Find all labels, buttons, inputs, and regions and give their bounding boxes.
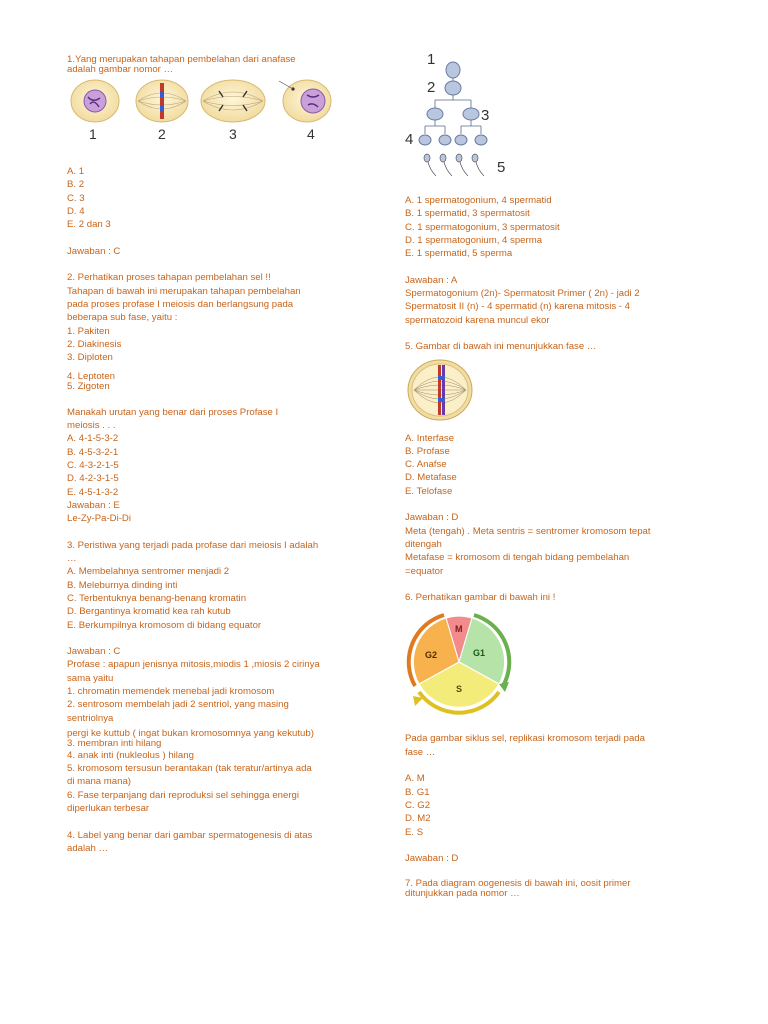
q6-option-a: A. M — [405, 773, 425, 785]
q1-question-line-1: 1.Yang merupakan tahapan pembelahan dari anafase — [67, 54, 296, 65]
q3-explanation-6: pergi ke kuttub ( ingat bukan kromosomnya yang kekutub) — [67, 727, 314, 739]
q6-option-b: B. G1 — [405, 786, 430, 798]
q2-phase-3: 3. Diploten — [67, 352, 113, 364]
spermatid-cells — [419, 135, 487, 145]
q5-explanation-2: ditengah — [405, 538, 442, 550]
q5-explanation-1: Meta (tengah) . Meta sentris = sentromer kromosom tepat — [405, 525, 651, 537]
q2-question-line-4: beberapa sub fase, yaitu : — [67, 312, 178, 324]
q3-option-c: C. Terbentuknya benang-benang kromatin — [67, 592, 247, 604]
cycle-label-g2: G2 — [425, 650, 438, 661]
q5-option-a: A. Interfase — [405, 432, 455, 444]
q2-phase-1: 1. Pakiten — [67, 325, 110, 337]
stage-3-cell — [201, 80, 265, 122]
stage-label-3: 3 — [229, 126, 237, 142]
q1-option-e: E. 2 dan 3 — [67, 219, 111, 231]
q3-option-a: A. Membelahnya sentromer menjadi 2 — [67, 566, 230, 578]
q3-option-e: E. Berkumpilnya kromosom di bidang equator — [67, 619, 262, 631]
q2-option-e: E. 4-5-1-3-2 — [67, 486, 119, 498]
q4-option-b: B. 1 spermatid, 3 spermatosit — [405, 208, 530, 220]
q5-option-b: B. Profase — [405, 445, 450, 457]
q3-question-line-1: 3. Peristiwa yang terjadi pada profase dari meiosis I adalah — [67, 539, 319, 551]
mitosis-stages-figure — [67, 77, 347, 143]
q6-question2-line-2: fase … — [405, 746, 436, 758]
q3-explanation-7: 3. membran inti hilang — [67, 737, 162, 749]
q4-option-c: C. 1 spermatogonium, 3 spermatosit — [405, 221, 560, 233]
q6-question2-line-1: Pada gambar siklus sel, replikasi kromosom terjadi pada — [405, 733, 645, 745]
q3-explanation-2: sama yaitu — [67, 672, 114, 684]
q3-explanation-12: diperlukan terbesar — [67, 803, 150, 815]
q6-option-c: C. G2 — [405, 799, 431, 811]
q6-question: 6. Perhatikan gambar di bawah ini ! — [405, 592, 556, 604]
q2-mnemonic: Le-Zy-Pa-Di-Di — [67, 513, 131, 525]
q2-phase-5: 5. Zigoten — [67, 381, 110, 393]
q2-phase-2: 2. Diakinesis — [67, 338, 122, 350]
right-column — [405, 48, 705, 899]
q5-answer: Jawaban : D — [405, 512, 459, 524]
q6-option-d: D. M2 — [405, 813, 431, 825]
q5-explanation-4: =equator — [405, 565, 444, 577]
q5-option-c: C. Anafse — [405, 459, 447, 471]
q2-question-line-1: 2. Perhatikan proses tahapan pembelahan sel !! — [67, 272, 271, 284]
q1-option-b: B. 2 — [67, 179, 85, 191]
q4-explanation-3: spermatozoid karena muncul ekor — [405, 314, 550, 326]
cycle-label-s: S — [456, 684, 463, 695]
left-column — [67, 55, 367, 855]
metaphase-cell-figure — [405, 358, 475, 422]
stage-label-1: 1 — [89, 126, 97, 142]
q1-option-d: D. 4 — [67, 205, 85, 217]
q3-explanation-8: 4. anak inti (nukleolus ) hilang — [67, 749, 194, 761]
q2-option-a: A. 4-1-5-3-2 — [67, 433, 119, 445]
cell-cycle-figure — [405, 608, 525, 718]
q3-explanation-11: 6. Fase terpanjang dari reproduksi sel sehingga energi — [67, 789, 299, 801]
q3-answer: Jawaban : C — [67, 646, 121, 658]
q5-option-d: D. Metafase — [405, 472, 457, 484]
q3-question-line-2: … — [67, 553, 77, 565]
q3-option-b: B. Meleburnya dinding inti — [67, 579, 178, 591]
q3-option-d: D. Bergantinya kromatid kea rah kutub — [67, 606, 231, 618]
q7-question-line-1: 7. Pada diagram oogenesis di bawah ini, oosit primer — [405, 877, 631, 889]
q4-explanation-1: Spermatogonium (2n)- Spermatosit Primer ( 2n) - jadi 2 — [405, 288, 640, 300]
q2-question-line-2: Tahapan di bawah ini merupakan tahapan pembelahan — [67, 285, 301, 297]
q3-explanation-1: Profase : apapun jenisnya mitosis,miodis 1 ,miosis 2 cirinya — [67, 659, 320, 671]
cycle-label-m: M — [455, 624, 463, 635]
q2-option-c: C. 4-3-2-1-5 — [67, 459, 119, 471]
q1-option-a: A. 1 — [67, 166, 85, 177]
sperm-label-3: 3 — [481, 107, 490, 124]
spermatogonium-cell — [445, 62, 461, 95]
q4-option-a: A. 1 spermatogonium, 4 spermatid — [405, 195, 552, 206]
q2-option-b: B. 4-5-3-2-1 — [67, 446, 119, 458]
q3-explanation-3: 1. chromatin memendek menebal jadi kromosom — [67, 685, 275, 697]
q6-option-e: E. S — [405, 826, 424, 838]
stage-4-cell — [279, 80, 331, 122]
q2-question2-line-1: Manakah urutan yang benar dari proses Profase I — [67, 406, 279, 418]
q3-explanation-10: di mana mana) — [67, 776, 131, 788]
stage-2-cell — [136, 80, 188, 122]
q7-question-line-2: ditunjukkan pada nomor … — [405, 887, 520, 899]
stage-1-cell — [71, 80, 119, 122]
q1-answer: Jawaban : C — [67, 245, 121, 257]
q1-question-line-2: adalah gambar nomor … — [67, 64, 174, 75]
sperm-label-4: 4 — [405, 131, 414, 148]
q4-question-line-1: 4. Label yang benar dari gambar spermatogenesis di atas — [67, 829, 313, 841]
stage-label-2: 2 — [158, 126, 166, 142]
q3-explanation-5: sentriolnya — [67, 712, 114, 724]
q5-question: 5. Gambar di bawah ini menunjukkan fase … — [405, 341, 597, 353]
cycle-label-g1: G1 — [473, 648, 486, 659]
q4-question-line-2: adalah … — [67, 842, 109, 854]
q5-option-e: E. Telofase — [405, 485, 453, 497]
stage-label-4: 4 — [307, 126, 315, 142]
q1-option-c: C. 3 — [67, 192, 85, 204]
q3-explanation-9: 5. kromosom tersusun berantakan (tak teratur/artinya ada — [67, 763, 312, 775]
q4-answer: Jawaban : A — [405, 274, 458, 286]
q2-answer: Jawaban : E — [67, 499, 120, 511]
q4-option-d: D. 1 spermatogonium, 4 sperma — [405, 234, 543, 246]
q2-question-line-3: pada proses profase I meiosis dan berlangsung pada — [67, 298, 294, 310]
sperm-label-1: 1 — [427, 51, 436, 68]
sperm-label-5: 5 — [497, 159, 506, 176]
sperm-label-2: 2 — [427, 79, 436, 96]
q5-explanation-3: Metafase = kromosom di tengah bidang pembelahan — [405, 552, 630, 564]
q4-explanation-2: Spermatosit II (n) - 4 spermatid (n) karena mitosis - 4 — [405, 301, 630, 313]
q6-answer: Jawaban : D — [405, 853, 459, 865]
q2-option-d: D. 4-2-3-1-5 — [67, 473, 119, 485]
spermatogenesis-figure — [405, 48, 525, 188]
q2-question2-line-2: meiosis . . . — [67, 420, 116, 432]
sperm-cells — [424, 154, 484, 176]
spermatocyte-cells — [427, 108, 479, 120]
q2-phase-4: 4. Leptoten — [67, 371, 116, 383]
q4-option-e: E. 1 spermatid, 5 sperma — [405, 248, 513, 260]
q3-explanation-4: 2. sentrosom membelah jadi 2 sentriol, yang masing — [67, 699, 289, 711]
